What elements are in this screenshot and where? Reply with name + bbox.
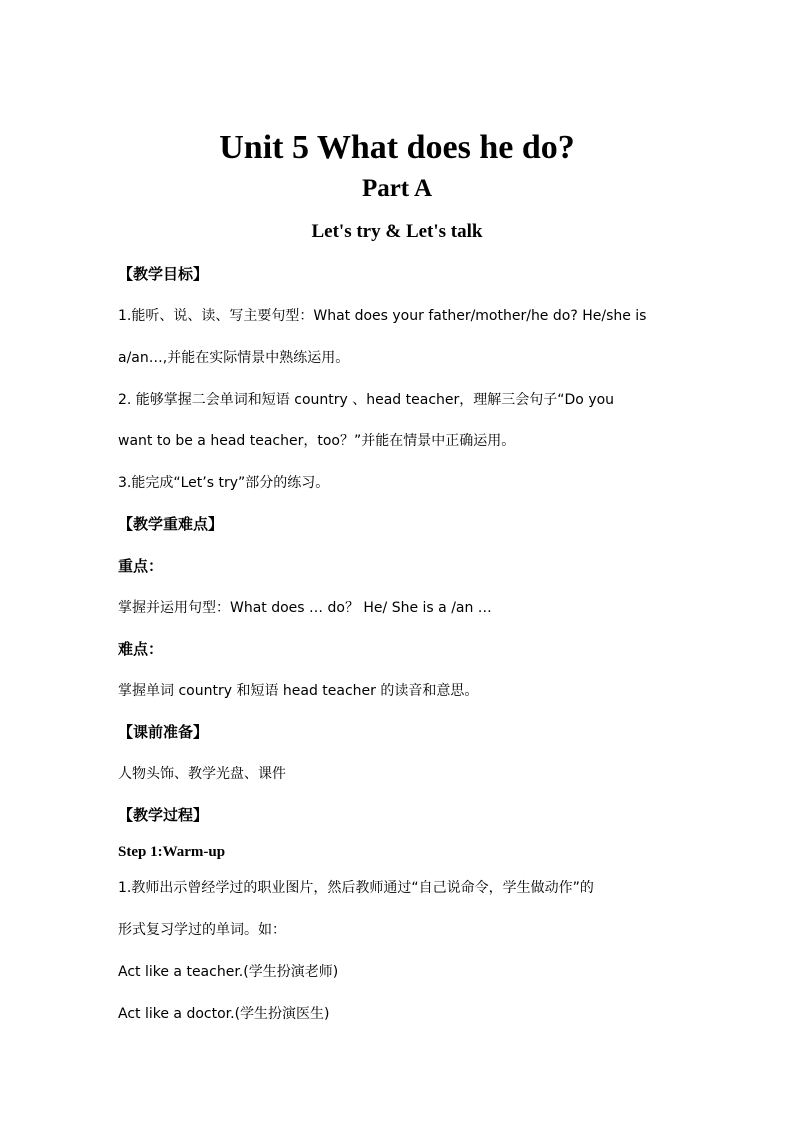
step-1-line-2: 形式复习学过的单词。如： [118,922,286,938]
section-title: Let's try & Let's talk [311,221,483,242]
page-subtitle: Part A [361,175,433,202]
page-title: Unit 5 What does he do? [219,129,575,166]
goal-1-line-2: a/an…,并能在实际情景中熟练运用。 [118,350,350,366]
example-2: Act like a doctor.(学生扮演医生) [118,1006,330,1022]
step-1-heading: Step 1:Warm-up [118,844,226,860]
difficult-label: 难点： [118,640,164,658]
step-1-line-1: 1.教师出示曾经学过的职业图片，然后教师通过“自己说命令，学生做动作”的 [118,880,594,896]
goal-3: 3.能完成“Let’s try”部分的练习。 [118,475,330,491]
difficult-text: 掌握单词 country 和短语 head teacher 的读音和意思。 [118,683,479,699]
goal-2-line-1: 2. 能够掌握二会单词和短语 country 、head teacher，理解三会句子“Do you [118,392,615,408]
key-label: 重点： [118,557,164,575]
heading-key-points: 【教学重难点】 [118,515,224,533]
heading-preparation: 【课前准备】 [118,723,209,741]
preparation-text: 人物头饰、教学光盘、课件 [118,766,286,782]
key-text: 掌握并运用句型：What does … do？ He/ She is a /an … [118,600,492,616]
heading-process: 【教学过程】 [118,806,209,824]
goal-1-line-1: 1.能听、说、读、写主要句型：What does your father/mother/he do? He/she is [118,308,647,324]
example-1: Act like a teacher.(学生扮演老师) [118,964,339,980]
heading-goals: 【教学目标】 [118,265,209,283]
goal-2-line-2: want to be a head teacher，too？”并能在情景中正确运用。 [118,433,516,449]
